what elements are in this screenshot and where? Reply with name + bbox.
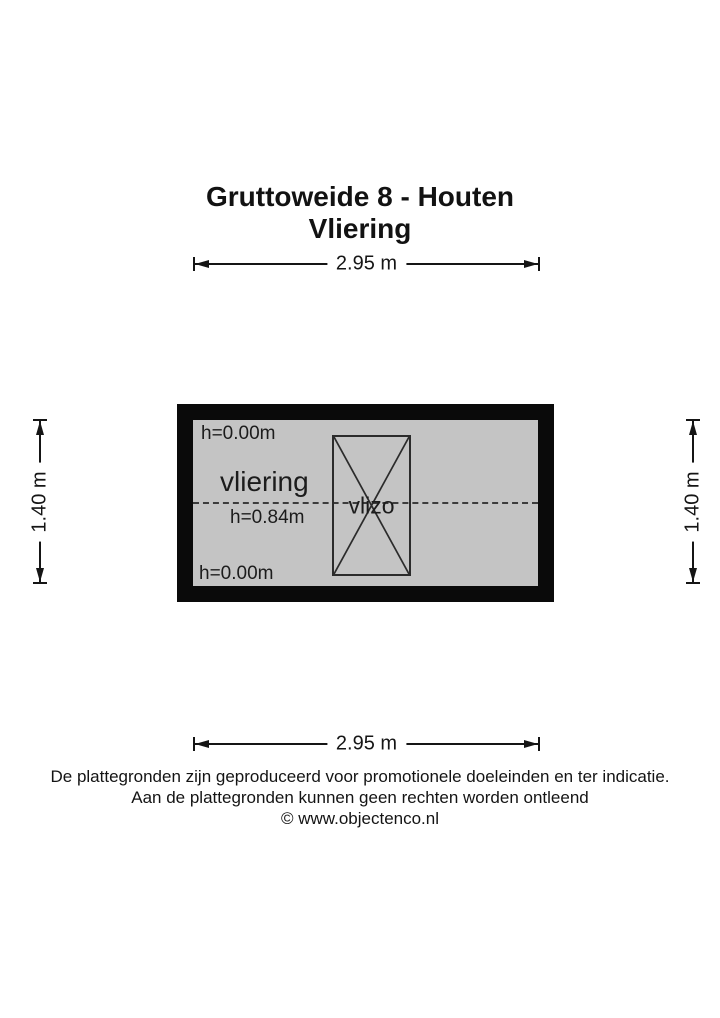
page-title (0, 181, 720, 245)
height-label-bottom: h=0.00m (199, 563, 274, 584)
room-name-label: vliering (220, 466, 309, 497)
arrow-right-icon (524, 740, 538, 748)
arrow-up-icon (689, 421, 697, 435)
dimension-end-tick (686, 582, 700, 584)
dimension-width-bottom-label: 2.95 m (327, 733, 406, 756)
arrow-right-icon (524, 260, 538, 268)
room-floor-area (193, 420, 538, 586)
floorplan-room-vliering (177, 404, 554, 602)
dimension-width-bottom (193, 732, 540, 756)
arrow-left-icon (195, 260, 209, 268)
dimension-height-left-label: 1.40 m (29, 462, 52, 541)
copyright-line: © www.objectenco.nl (280, 809, 440, 828)
height-label-center: h=0.84m (230, 507, 305, 528)
dimension-height-left (28, 419, 52, 584)
title-address: Gruttoweide 8 - Houten (206, 181, 514, 212)
arrow-up-icon (36, 421, 44, 435)
dimension-height-right-label: 1.40 m (682, 462, 705, 541)
dimension-end-tick (33, 582, 47, 584)
disclaimer-line1: De plattegronden zijn geproduceerd voor promotionele doeleinden en ter indicatie. (50, 767, 670, 786)
disclaimer-line2: Aan de plattegronden kunnen geen rechten worden ontleend (131, 788, 589, 807)
dimension-width-top-label: 2.95 m (327, 253, 406, 276)
arrow-left-icon (195, 740, 209, 748)
dimension-height-right (681, 419, 705, 584)
dimension-end-tick (538, 737, 540, 751)
title-floor: Vliering (308, 213, 412, 244)
arrow-down-icon (36, 568, 44, 582)
arrow-down-icon (689, 568, 697, 582)
dimension-width-top (193, 252, 540, 276)
vlizo-hatch-box (332, 435, 411, 576)
disclaimer (0, 766, 720, 829)
height-label-top: h=0.00m (201, 423, 276, 444)
vlizo-label: vlizo (348, 492, 395, 518)
dimension-end-tick (538, 257, 540, 271)
